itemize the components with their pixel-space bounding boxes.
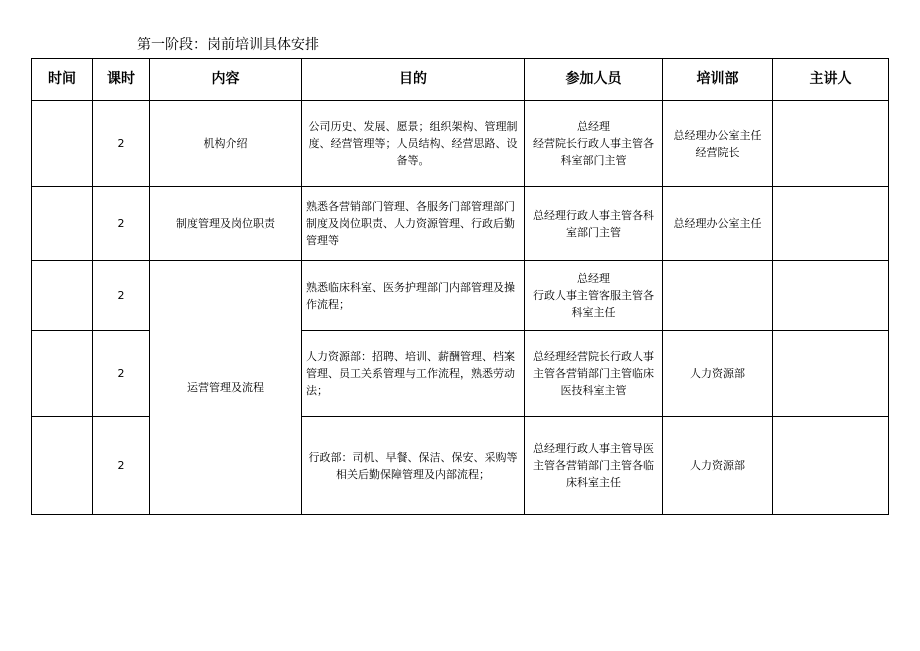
cell-purpose: 熟悉临床科室、医务护理部门内部管理及操作流程；	[302, 261, 525, 331]
cell-hours: 2	[93, 417, 150, 515]
cell-dept: 总经理办公室主任 经营院长	[663, 101, 773, 187]
cell-purpose: 人力资源部：招聘、培训、薪酬管理、档案管理、员工关系管理与工作流程，熟悉劳动法；	[302, 331, 525, 417]
cell-dept	[663, 261, 773, 331]
training-schedule-table	[31, 58, 889, 515]
cell-speaker	[773, 101, 889, 187]
cell-speaker	[773, 417, 889, 515]
cell-hours: 2	[93, 101, 150, 187]
cell-attendees: 总经理经营院长行政人事主管各营销部门主管临床医技科室主管	[525, 331, 663, 417]
cell-speaker	[773, 261, 889, 331]
cell-speaker	[773, 187, 889, 261]
cell-purpose: 行政部：司机、早餐、保洁、保安、采购等相关后勤保障管理及内部流程；	[302, 417, 525, 515]
cell-time	[32, 331, 93, 417]
cell-purpose: 熟悉各营销部门管理、各服务门部管理部门制度及岗位职责、人力资源管理、行政后勤管理等	[302, 187, 525, 261]
header-speaker: 主讲人	[773, 59, 889, 101]
cell-time	[32, 187, 93, 261]
cell-content: 制度管理及岗位职责	[150, 187, 302, 261]
cell-time	[32, 101, 93, 187]
cell-time	[32, 417, 93, 515]
cell-hours: 2	[93, 187, 150, 261]
header-time: 时间	[32, 59, 93, 101]
cell-content: 机构介绍	[150, 101, 302, 187]
header-hours: 课时	[93, 59, 150, 101]
cell-purpose: 公司历史、发展、愿景；组织架构、管理制度、经营管理等；人员结构、经营思路、设备等。	[302, 101, 525, 187]
header-content: 内容	[150, 59, 302, 101]
cell-dept: 总经理办公室主任	[663, 187, 773, 261]
cell-dept: 人力资源部	[663, 417, 773, 515]
cell-dept: 人力资源部	[663, 331, 773, 417]
table-header-row	[32, 59, 889, 101]
page-title: 第一阶段：岗前培训具体安排	[137, 37, 319, 53]
cell-content: 运营管理及流程	[150, 261, 302, 515]
table-row	[32, 101, 889, 187]
table-row	[32, 187, 889, 261]
header-purpose: 目的	[302, 59, 525, 101]
header-attendees: 参加人员	[525, 59, 663, 101]
cell-attendees: 总经理 经营院长行政人事主管各科室部门主管	[525, 101, 663, 187]
cell-speaker	[773, 331, 889, 417]
table-row	[32, 261, 889, 331]
cell-hours: 2	[93, 261, 150, 331]
cell-hours: 2	[93, 331, 150, 417]
header-dept: 培训部	[663, 59, 773, 101]
cell-time	[32, 261, 93, 331]
cell-attendees: 总经理行政人事主管导医主管各营销部门主管各临床科室主任	[525, 417, 663, 515]
cell-attendees: 总经理 行政人事主管客服主管各科室主任	[525, 261, 663, 331]
cell-attendees: 总经理行政人事主管各科室部门主管	[525, 187, 663, 261]
